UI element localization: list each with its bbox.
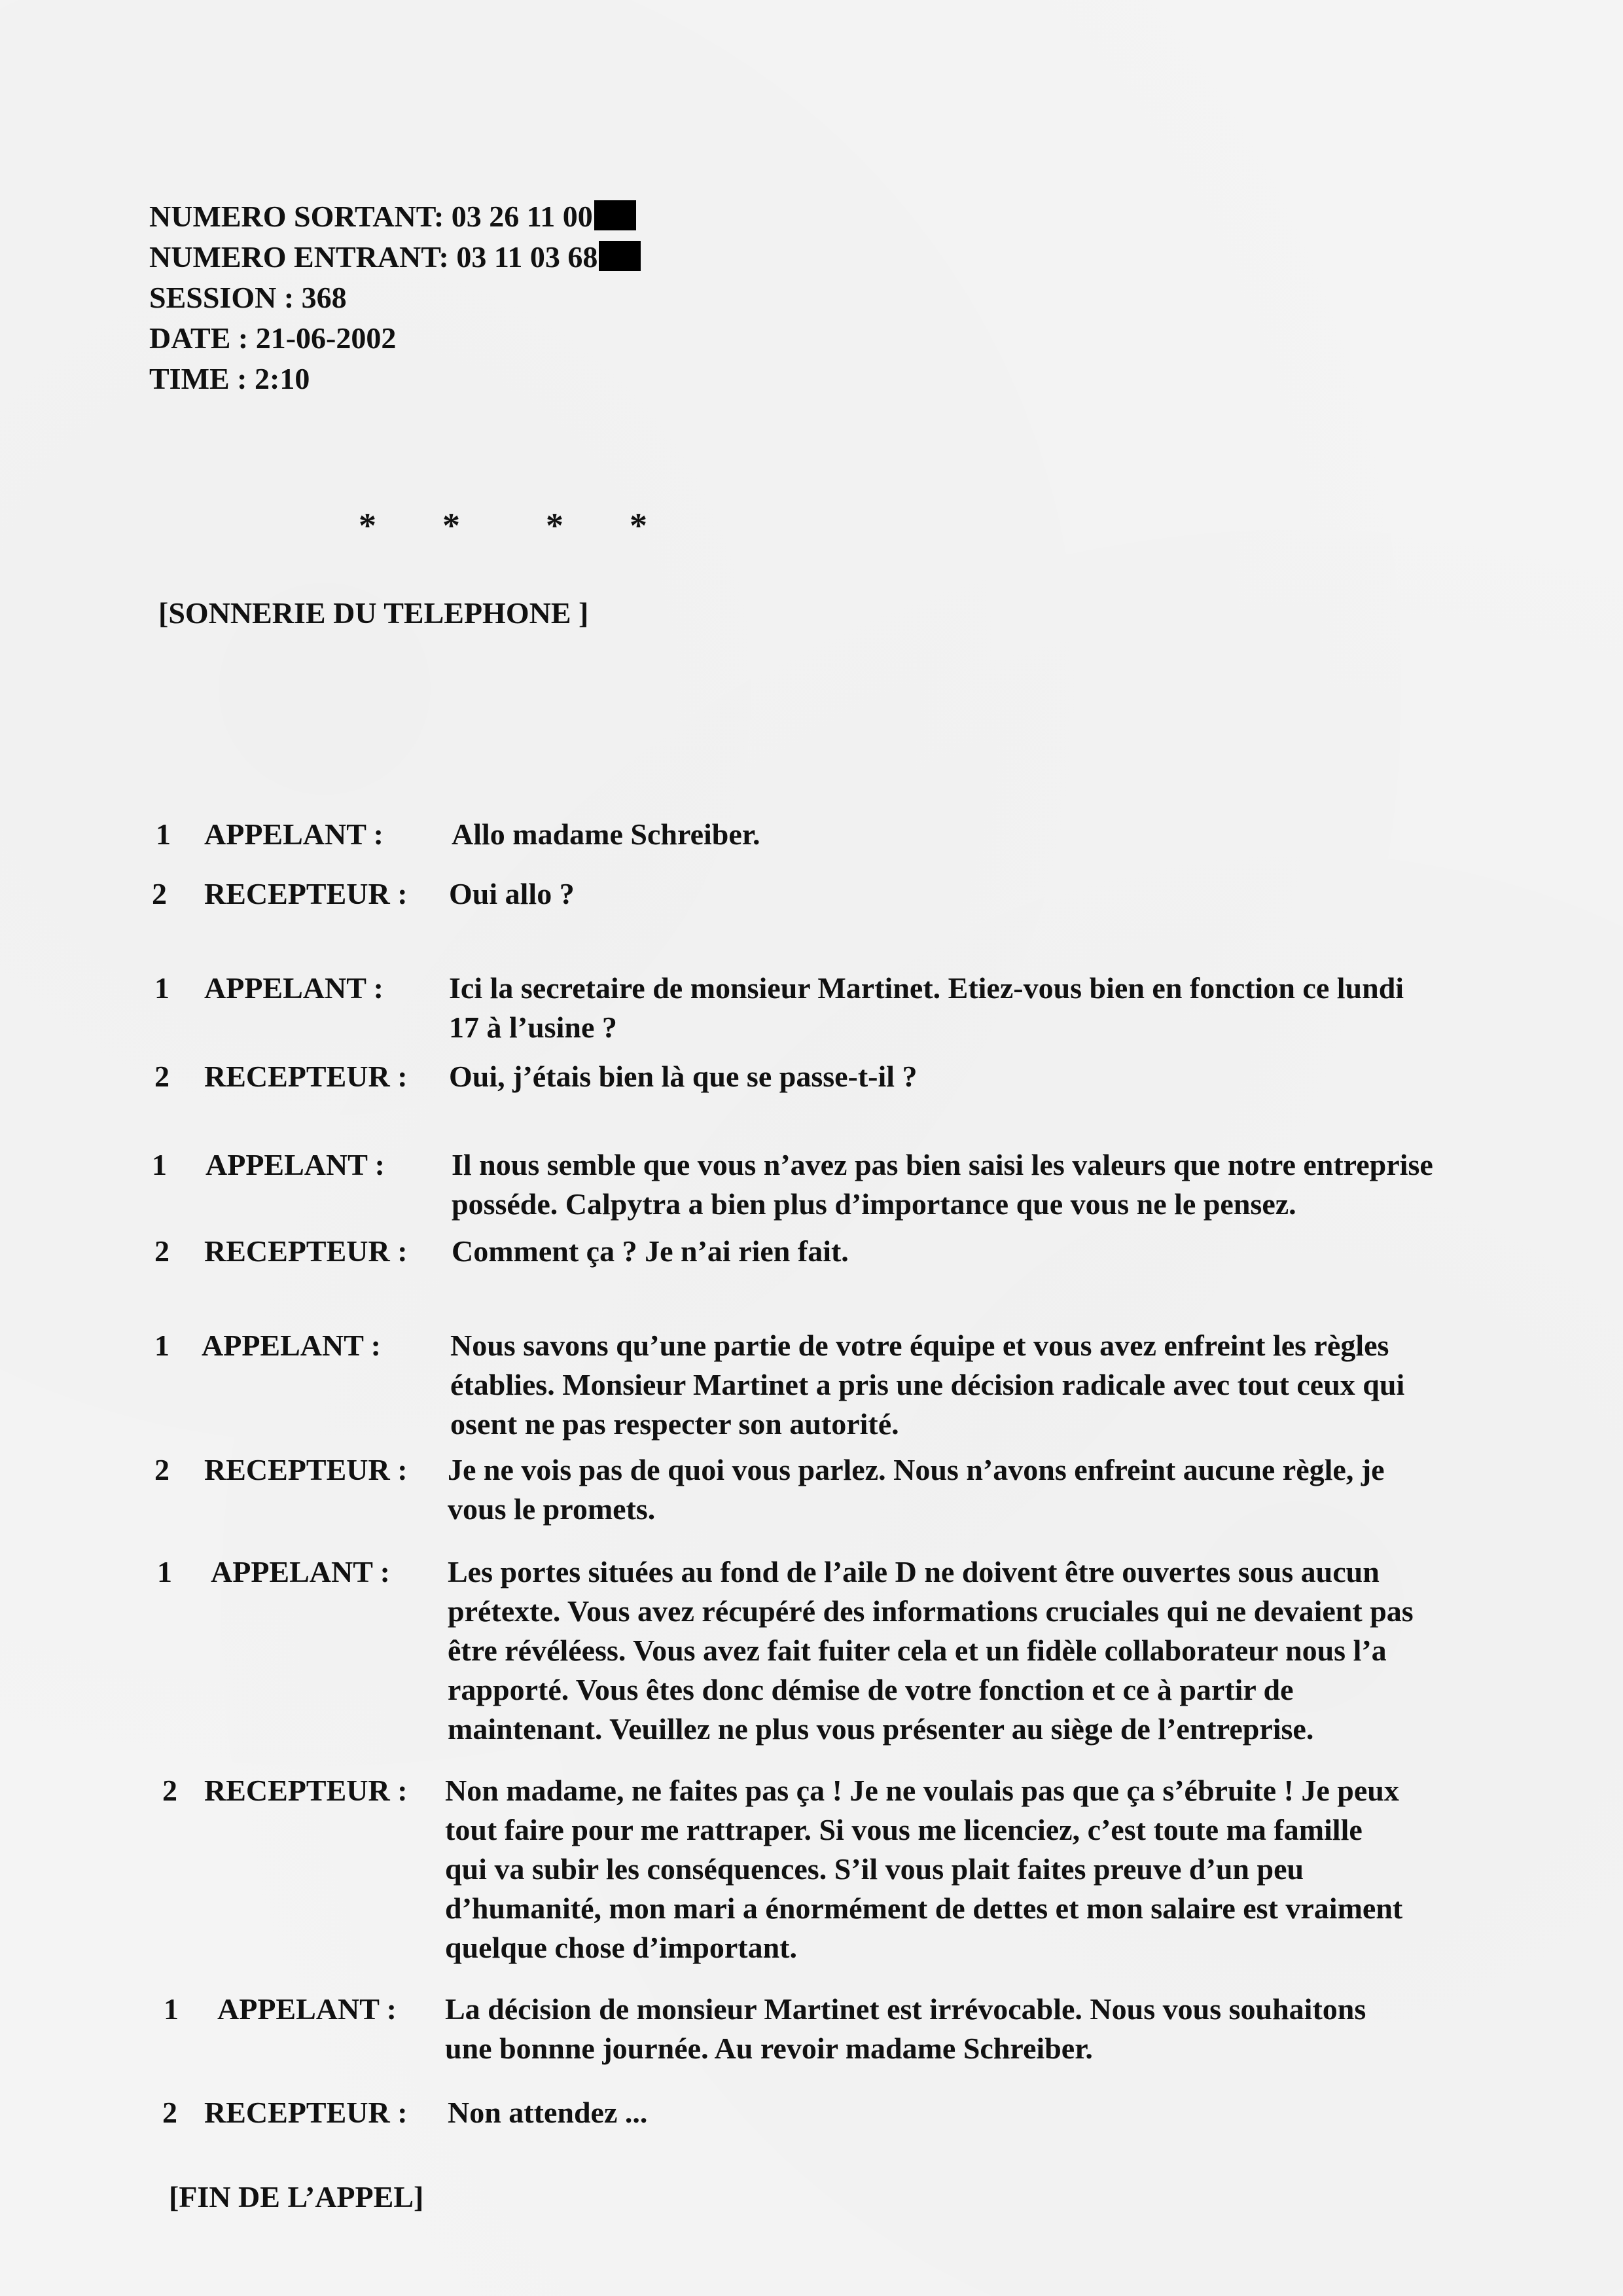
speaker-number: 1 bbox=[154, 1329, 169, 1362]
speaker-label: APPELANT : bbox=[202, 1329, 381, 1362]
speaker-label: APPELANT : bbox=[204, 817, 383, 851]
utterance-line: Oui allo ? bbox=[449, 877, 575, 910]
session-line: SESSION : 368 bbox=[149, 281, 347, 314]
closing-note: [FIN DE L’APPEL] bbox=[169, 2180, 424, 2214]
utterance-line: prétexte. Vous avez récupéré des informations cruciales qui ne devaient pas bbox=[448, 1594, 1414, 1628]
speaker-number: 1 bbox=[157, 1555, 172, 1588]
utterance-line: Nous savons qu’une partie de votre équipe et vous avez enfreint les règles bbox=[450, 1329, 1389, 1362]
utterance-text bbox=[449, 874, 1509, 914]
utterance-text bbox=[452, 1145, 1512, 1224]
utterance-line: Je ne vois pas de quoi vous parlez. Nous n’avons enfreint aucune règle, je bbox=[448, 1453, 1385, 1486]
utterance-line: Ici la secretaire de monsieur Martinet. Etiez-vous bien en fonction ce lundi bbox=[449, 971, 1404, 1005]
outgoing-number-value: 03 26 11 00 bbox=[451, 200, 593, 233]
redaction-block bbox=[599, 241, 641, 271]
speaker-label: RECEPTEUR : bbox=[204, 1060, 408, 1093]
speaker-number: 1 bbox=[152, 1148, 167, 1181]
utterance-line: établies. Monsieur Martinet a pris une décision radicale avec tout ceux qui bbox=[450, 1368, 1405, 1401]
utterance-text bbox=[448, 1552, 1508, 1749]
time-line: TIME : 2:10 bbox=[149, 362, 310, 395]
utterance-text bbox=[448, 1450, 1508, 1529]
utterance-line: La décision de monsieur Martinet est irrévocable. Nous vous souhaitons bbox=[445, 1992, 1366, 2026]
speaker-label: RECEPTEUR : bbox=[204, 1234, 408, 1268]
separator-star: * bbox=[359, 506, 376, 545]
date-line: DATE : 21-06-2002 bbox=[149, 321, 397, 355]
speaker-number: 1 bbox=[154, 971, 169, 1005]
utterance-text bbox=[449, 1057, 1509, 1096]
separator-star: * bbox=[630, 506, 647, 545]
speaker-number: 1 bbox=[156, 817, 171, 851]
utterance-text bbox=[450, 1326, 1510, 1444]
utterance-text bbox=[448, 2093, 1508, 2132]
separator-star: * bbox=[442, 506, 460, 545]
utterance-line: posséde. Calpytra a bien plus d’importance que vous ne le pensez. bbox=[452, 1187, 1296, 1221]
speaker-number: 2 bbox=[154, 1060, 169, 1093]
utterance-line: qui va subir les conséquences. S’il vous plait faites preuve d’un peu bbox=[445, 1852, 1304, 1886]
speaker-number: 2 bbox=[152, 877, 167, 910]
speaker-label: RECEPTEUR : bbox=[204, 877, 408, 910]
utterance-line: Les portes situées au fond de l’aile D ne doivent être ouvertes sous aucun bbox=[448, 1555, 1380, 1588]
utterance-line: osent ne pas respecter son autorité. bbox=[450, 1407, 899, 1441]
utterance-line: Allo madame Schreiber. bbox=[452, 817, 760, 851]
utterance-line: une bonnne journée. Au revoir madame Schreiber. bbox=[445, 2032, 1093, 2065]
utterance-line: Oui, j’étais bien là que se passe-t-il ? bbox=[449, 1060, 918, 1093]
speaker-label: RECEPTEUR : bbox=[204, 1453, 408, 1486]
speaker-number: 1 bbox=[164, 1992, 179, 2026]
utterance-text bbox=[445, 1771, 1505, 1967]
utterance-text bbox=[452, 1232, 1512, 1271]
speaker-number: 2 bbox=[154, 1234, 169, 1268]
utterance-line: tout faire pour me rattraper. Si vous me licenciez, c’est toute ma famille bbox=[445, 1813, 1363, 1846]
speaker-label: APPELANT : bbox=[211, 1555, 390, 1588]
call-header bbox=[149, 196, 641, 399]
utterance-line: être révéléess. Vous avez fait fuiter cela et un fidèle collaborateur nous l’a bbox=[448, 1634, 1387, 1667]
incoming-number-line bbox=[149, 237, 641, 278]
speaker-label: RECEPTEUR : bbox=[204, 2096, 408, 2129]
utterance-line: Comment ça ? Je n’ai rien fait. bbox=[452, 1234, 849, 1268]
utterance-line: Non attendez ... bbox=[448, 2096, 648, 2129]
opening-note: [SONNERIE DU TELEPHONE ] bbox=[158, 596, 589, 630]
utterance-line: Il nous semble que vous n’avez pas bien saisi les valeurs que notre entreprise bbox=[452, 1148, 1433, 1181]
utterance-line: Non madame, ne faites pas ça ! Je ne voulais pas que ça s’ébruite ! Je peux bbox=[445, 1774, 1399, 1807]
separator-star: * bbox=[546, 506, 563, 545]
speaker-label: RECEPTEUR : bbox=[204, 1774, 408, 1807]
utterance-text bbox=[449, 969, 1509, 1047]
utterance-line: vous le promets. bbox=[448, 1492, 656, 1526]
utterance-line: 17 à l’usine ? bbox=[449, 1011, 617, 1044]
incoming-number-value: 03 11 03 68 bbox=[456, 240, 598, 274]
outgoing-number-line bbox=[149, 196, 641, 237]
speaker-number: 2 bbox=[162, 2096, 177, 2129]
outgoing-number-label: NUMERO SORTANT: bbox=[149, 200, 444, 233]
utterance-text bbox=[452, 815, 1512, 854]
utterance-line: d’humanité, mon mari a énormément de dettes et mon salaire est vraiment bbox=[445, 1892, 1403, 1925]
speaker-number: 2 bbox=[162, 1774, 177, 1807]
utterance-text bbox=[445, 1990, 1505, 2068]
redaction-block bbox=[594, 200, 636, 230]
utterance-line: rapporté. Vous êtes donc démise de votre fonction et ce à partir de bbox=[448, 1673, 1294, 1706]
speaker-label: APPELANT : bbox=[204, 971, 383, 1005]
utterance-line: maintenant. Veuillez ne plus vous présenter au siège de l’entreprise. bbox=[448, 1712, 1314, 1746]
speaker-number: 2 bbox=[154, 1453, 169, 1486]
section-separator bbox=[0, 505, 1623, 551]
speaker-label: APPELANT : bbox=[217, 1992, 397, 2026]
utterance-line: quelque chose d’important. bbox=[445, 1931, 797, 1964]
speaker-label: APPELANT : bbox=[205, 1148, 385, 1181]
incoming-number-label: NUMERO ENTRANT: bbox=[149, 240, 449, 274]
